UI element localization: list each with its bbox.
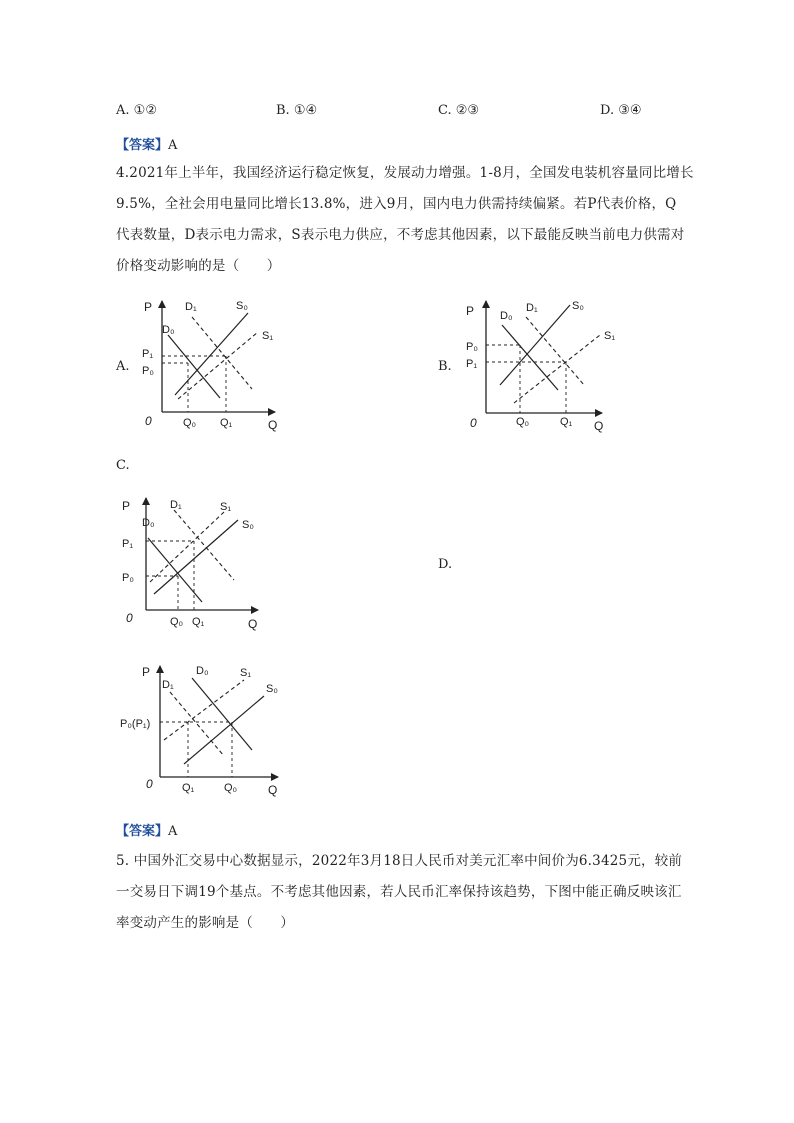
label-p0p1: P₀(P₁) bbox=[120, 718, 151, 730]
label-d0: D₀ bbox=[500, 310, 513, 322]
label-d0: D₀ bbox=[162, 324, 175, 336]
graph-c bbox=[118, 490, 278, 635]
label-d1: D₁ bbox=[162, 679, 174, 691]
label-q0: Q₀ bbox=[224, 782, 238, 794]
q4-option-b-letter: B. bbox=[438, 359, 452, 374]
option-letter: B. bbox=[276, 103, 290, 118]
curve-d1 bbox=[174, 510, 234, 580]
q5-line: 率变动产生的影响是（ ） bbox=[116, 915, 295, 931]
graph-a bbox=[140, 295, 290, 435]
label-s1: S₁ bbox=[220, 501, 232, 513]
q3-option-b bbox=[276, 103, 317, 118]
label-q1: Q₁ bbox=[220, 417, 233, 429]
graph-d bbox=[118, 660, 290, 800]
label-q: Q bbox=[268, 783, 278, 797]
q4-option-a-letter: A. bbox=[116, 359, 130, 374]
label-d1: D₁ bbox=[526, 302, 538, 314]
label-q1: Q₁ bbox=[192, 616, 205, 628]
label-p1: P₁ bbox=[122, 538, 134, 550]
label-p0: P₀ bbox=[466, 341, 478, 353]
label-origin: 0 bbox=[126, 611, 133, 625]
label-p0: P₀ bbox=[142, 365, 154, 377]
label-q: Q bbox=[248, 617, 258, 631]
label-s0: S₀ bbox=[242, 519, 254, 531]
label-d0: D₀ bbox=[196, 665, 209, 677]
label-d1: D₁ bbox=[185, 301, 197, 313]
q3-option-d bbox=[600, 103, 642, 118]
label-s1: S₁ bbox=[240, 667, 252, 679]
option-letter: A. bbox=[116, 103, 130, 118]
q5-stem bbox=[116, 846, 682, 939]
curve-d0 bbox=[502, 325, 558, 390]
label-s0: S₀ bbox=[266, 683, 278, 695]
label-p: P bbox=[144, 300, 153, 314]
q4-stem bbox=[116, 158, 694, 282]
curve-s0 bbox=[175, 313, 248, 395]
label-d0: D₀ bbox=[142, 517, 155, 529]
curve-d0 bbox=[168, 335, 220, 398]
option-text: ①④ bbox=[293, 103, 318, 118]
curve-d1 bbox=[192, 317, 252, 389]
q4-answer bbox=[116, 820, 177, 839]
q4-line: 代表数量，D表示电力需求，S表示电力供应，不考虑其他因素，以下最能反映当前电力供需对 bbox=[116, 227, 685, 243]
answer-tag: 【答案】 bbox=[116, 138, 169, 153]
answer-tag: 【答案】 bbox=[116, 824, 169, 839]
label-s1: S₁ bbox=[262, 330, 274, 342]
label-q0: Q₀ bbox=[183, 417, 197, 429]
label-p: P bbox=[122, 499, 131, 513]
label-q0: Q₀ bbox=[170, 616, 184, 628]
q4-option-c-letter: C. bbox=[116, 458, 130, 473]
label-p1: P₁ bbox=[466, 358, 478, 370]
curve-s0 bbox=[184, 696, 264, 764]
answer-value: A bbox=[168, 824, 178, 839]
label-q1: Q₁ bbox=[560, 416, 573, 428]
graph-b bbox=[462, 295, 622, 435]
curve-s1 bbox=[150, 512, 224, 582]
curve-d1 bbox=[526, 317, 584, 385]
label-d1: D₁ bbox=[170, 499, 182, 511]
q3-option-c bbox=[438, 103, 479, 118]
q5-line: 5. 中国外汇交易中心数据显示，2022年3月18日人民币对美元汇率中间价为6.3425元，较前 bbox=[116, 853, 683, 869]
q3-option-a bbox=[116, 103, 157, 118]
label-p0: P₀ bbox=[122, 572, 134, 584]
label-q0: Q₀ bbox=[516, 416, 530, 428]
label-p: P bbox=[466, 304, 475, 318]
q4-line: 价格变动影响的是（ ） bbox=[116, 258, 281, 274]
option-letter: D. bbox=[600, 103, 615, 118]
label-s0: S₀ bbox=[572, 300, 584, 312]
q3-answer bbox=[116, 134, 177, 153]
q5-line: 一交易日下调19个基点。不考虑其他因素，若人民币汇率保持该趋势，下图中能正确反映该汇 bbox=[116, 884, 682, 900]
label-origin: 0 bbox=[470, 416, 477, 430]
label-s1: S₁ bbox=[604, 330, 616, 342]
label-q: Q bbox=[268, 418, 278, 432]
label-q1: Q₁ bbox=[182, 782, 195, 794]
option-text: ②③ bbox=[455, 103, 480, 118]
option-text: ③④ bbox=[618, 103, 642, 118]
curve-s1 bbox=[178, 332, 258, 399]
option-letter: C. bbox=[438, 103, 452, 118]
label-origin: 0 bbox=[146, 777, 153, 791]
q4-option-d-letter: D. bbox=[438, 557, 453, 572]
q4-line: 9.5%，全社会用电量同比增长13.8%，进入9月，国内电力供需持续偏紧。若P代表价格，Q bbox=[116, 196, 677, 212]
label-p: P bbox=[142, 665, 151, 679]
label-origin: 0 bbox=[145, 414, 152, 428]
option-text: ①② bbox=[133, 103, 157, 118]
label-s0: S₀ bbox=[236, 300, 248, 312]
curve-s0 bbox=[154, 520, 238, 594]
q4-line: 4.2021年上半年，我国经济运行稳定恢复，发展动力增强。1-8月，全国发电装机容量同比增长 bbox=[116, 165, 694, 181]
curve-s1 bbox=[514, 335, 600, 403]
label-p1: P₁ bbox=[142, 348, 154, 360]
answer-value: A bbox=[168, 138, 178, 153]
label-q: Q bbox=[594, 419, 604, 433]
